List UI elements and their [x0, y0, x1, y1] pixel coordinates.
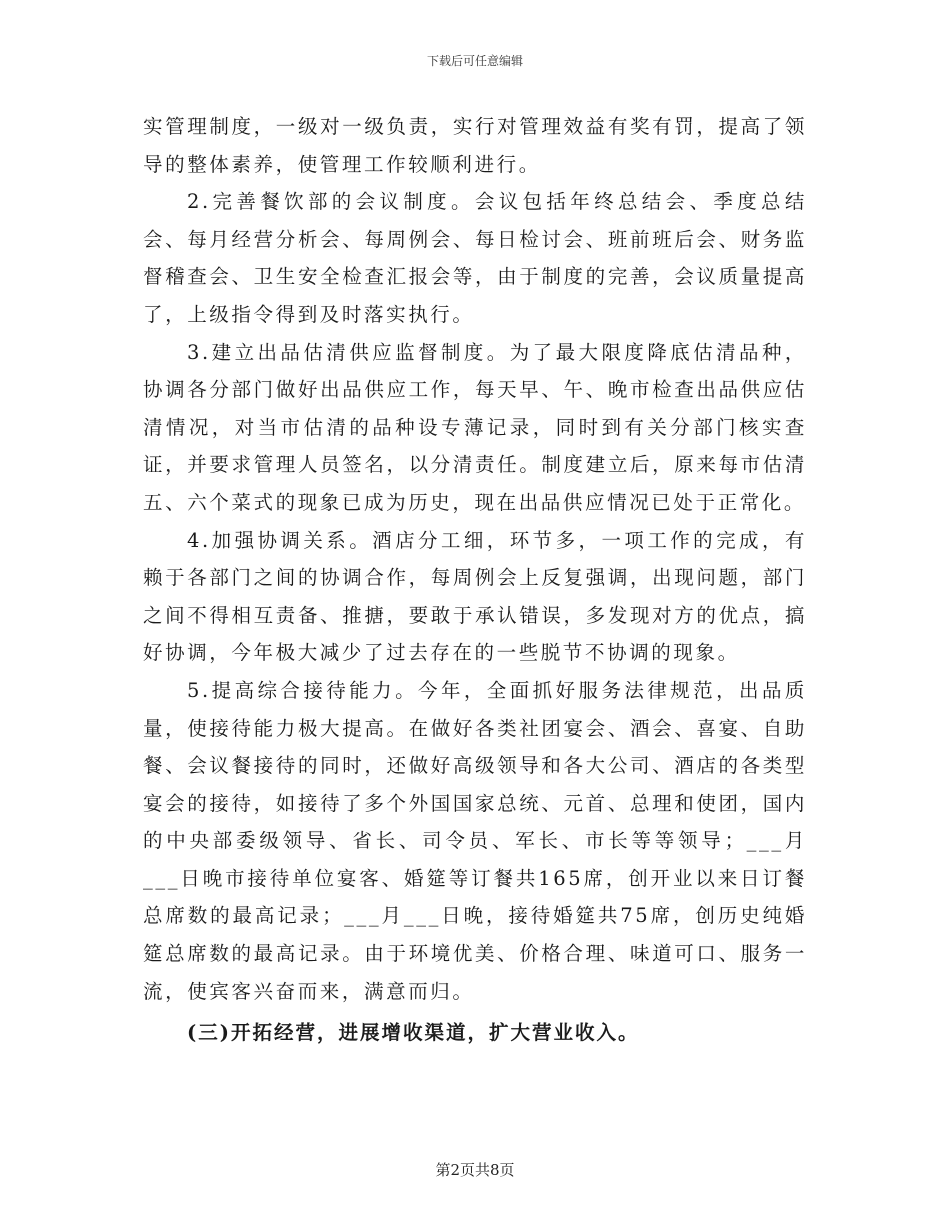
paragraph-reception-capacity: 5.提高综合接待能力。今年，全面抓好服务法律规范，出品质量，使接待能力极大提高。在做好各类社团宴会、酒会、喜宴、自助餐、会议餐接待的同时，还做好高级领导和各大公司、酒店的各类型宴会的接待，如接待了多个外国国家总统、元首、总理和使团，国内的中央部委级领导、省长、司令员、军长、市长等等领导；___月___日晚市接待单位宴客、婚筵等订餐共165席，创开业以来日订餐总席数的最高记录；___月___日晚，接待婚筵共75席，创历史纯婚筵总席数的最高记录。由于环境优美、价格合理、味道可口、服务一流，使宾客兴奋而来，满意而归。: [143, 678, 807, 1003]
page-number: 第2页共8页: [435, 1161, 515, 1179]
paragraph-coordination: 4.加强协调关系。酒店分工细，环节多，一项工作的完成，有赖于各部门之间的协调合作，每周例会上反复强调，出现问题，部门之间不得相互责备、推搪，要敢于承认错误，多发现对方的优点，搞好协调，今年极大减少了过去存在的一些脱节不协调的现象。: [143, 528, 807, 665]
paragraph-continuation: 实管理制度，一级对一级负责，实行对管理效益有奖有罚，提高了领导的整体素养，使管理工作较顺利进行。: [143, 115, 807, 176]
section-heading: (三)开拓经营，进展增收渠道，扩大营业收入。: [187, 1021, 640, 1045]
paragraph-meeting-system: 2.完善餐饮部的会议制度。会议包括年终总结会、季度总结会、每月经营分析会、每周例会、每日检讨会、班前班后会、财务监督稽查会、卫生安全检查汇报会等，由于制度的完善，会议质量提高了，上级指令得到及时落实执行。: [143, 190, 807, 326]
page-header: 下载后可任意编辑: [426, 54, 523, 68]
document-body: [143, 108, 807, 1052]
paragraph-supply-supervision: 3.建立出品估清供应监督制度。为了最大限度降底估清品种，协调各分部门做好出品供应工作，每天早、午、晚市检查出品供应估清情况，对当市估清的品种设专薄记录，同时到有关分部门核实查证，并要求管理人员签名，以分清责任。制度建立后，原来每市估清五、六个菜式的现象已成为历史，现在出品供应情况已处于正常化。: [143, 340, 807, 514]
